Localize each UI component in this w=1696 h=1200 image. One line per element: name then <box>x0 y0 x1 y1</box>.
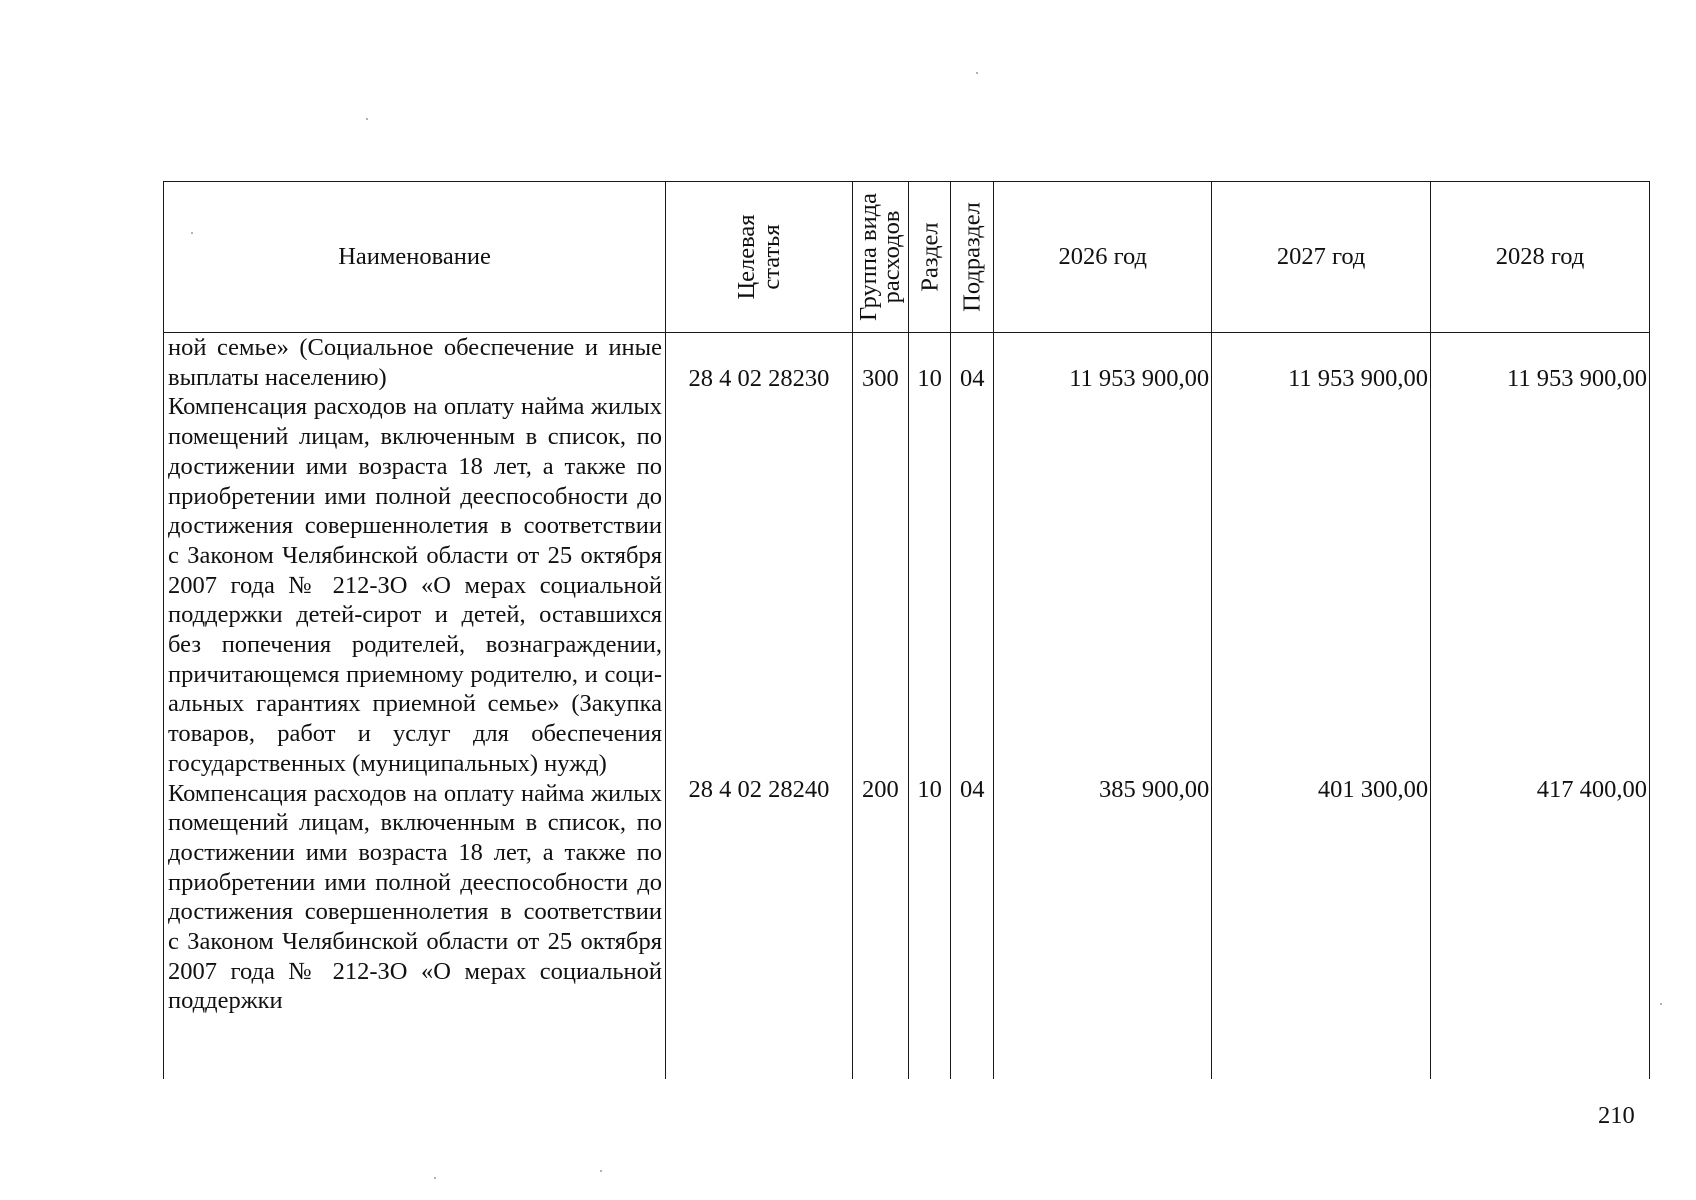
year-2027-value: 401 300,00 <box>1317 775 1429 803</box>
target-article-value: 28 4 02 28240 <box>688 775 830 803</box>
subsection-value: 04 <box>959 365 985 392</box>
table-body-row <box>164 333 1650 1079</box>
expense-group-value: 200 <box>862 775 899 803</box>
section-value: 10 <box>917 365 942 392</box>
header-expense-group-label: Группа вида расходов <box>855 192 906 322</box>
table-header-row <box>164 182 1650 333</box>
scan-speck <box>1660 1003 1662 1005</box>
subsection-value: 04 <box>959 775 985 803</box>
target-article-value: 28 4 02 28230 <box>688 365 830 392</box>
header-year-2026: 2026 год <box>994 182 1212 333</box>
header-target-article-label: Целевая статья <box>732 214 785 300</box>
target-article-cell <box>666 333 853 1079</box>
year-2027-value: 11 953 900,00 <box>1288 365 1429 392</box>
header-subsection <box>951 182 994 333</box>
year-2026-cell <box>994 333 1212 1079</box>
section-value: 10 <box>917 775 942 803</box>
header-year-2027: 2027 год <box>1212 182 1431 333</box>
year-2028-cell <box>1431 333 1650 1079</box>
name-text: ной семье» (Социальное обеспечение и иные выплаты населению) Компенсация расходов на оплату найма жилых помещений лицам, включенным в список, по достижении ими возраста 18 лет, а также по приобретении ими полной дееспособности до достижения совершеннолетия в соответствии с Законом Челябинской области от 25 октября 2007 года № 212-ЗО «О мерах социальной поддержки детей-сирот и детей, оставшихся без попечения родителей, вознаграждении, причитающемся приемному родителю, и социальных гарантиях приемной семье» (Закупка товаров, работ и услуг для обеспечения государственных (муниципальных) нужд) Компенсация расходов на оплату найма жилых помещений лицам, включенным в список, по достижении ими возраста 18 лет, а также по приобретении ими полной дееспособности до достижения совершеннолетия в соответствии с Законом Челябинской области от 25 октября 2007 года № 212-ЗО «О мерах социальной поддержки <box>168 334 663 1015</box>
budget-table <box>163 181 1650 1079</box>
year-2026-value: 385 900,00 <box>1098 775 1210 803</box>
scan-speck <box>600 1170 602 1172</box>
header-year-2028: 2028 год <box>1431 182 1650 333</box>
expense-group-cell <box>852 333 908 1079</box>
scan-speck <box>366 118 368 120</box>
year-2027-cell <box>1212 333 1431 1079</box>
header-target-article <box>666 182 853 333</box>
scan-speck <box>434 1177 436 1179</box>
header-section-label: Раздел <box>916 222 944 292</box>
header-name: Наименование <box>164 182 666 333</box>
header-expense-group <box>852 182 908 333</box>
scan-speck <box>976 72 978 74</box>
name-cell <box>164 333 666 1079</box>
header-subsection-label: Подраздел <box>958 202 986 312</box>
expense-group-value: 300 <box>862 365 899 392</box>
year-2028-value: 417 400,00 <box>1536 775 1647 803</box>
header-section <box>908 182 950 333</box>
page-number: 210 <box>1598 1102 1635 1129</box>
scan-speck <box>191 232 193 234</box>
subsection-cell <box>951 333 994 1079</box>
section-cell <box>908 333 950 1079</box>
year-2026-value: 11 953 900,00 <box>1069 365 1210 392</box>
year-2028-value: 11 953 900,00 <box>1507 365 1647 392</box>
